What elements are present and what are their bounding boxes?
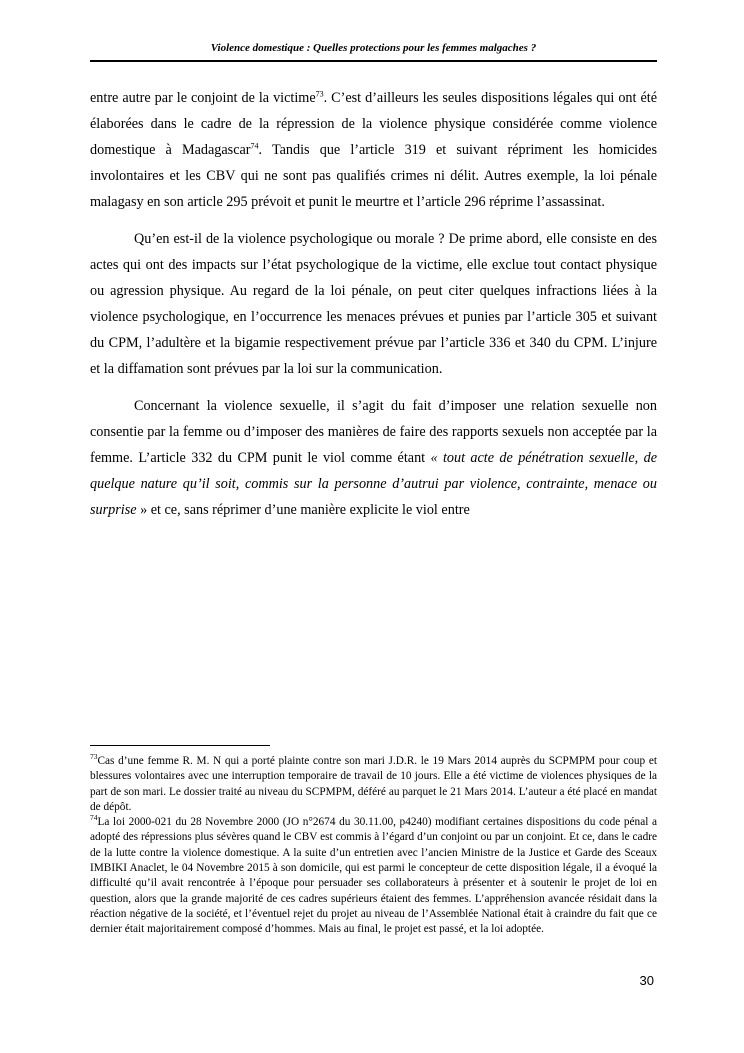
paragraph-2: Qu’en est-il de la violence psychologique ou morale ? De prime abord, elle consiste en des actes qui ont des impacts sur l’état psychologique de la victime, elle exclue tout contact physique ou agression physique. Au regard de la loi pénale, on peut citer quelques infractions liées à la violence psychologique, en l’occurrence les menaces prévues et punies par l’article 305 et suivant du CPM, l’adultère et la bigamie respectivement prévue par l’article 336 et 340 du CPM. L’injure et la diffamation sont prévues par la loi sur la communication. — [90, 231, 657, 377]
paragraph-1 — [90, 85, 657, 215]
paragraph-3 — [90, 393, 657, 523]
paragraph-1-part-a: entre autre par le conjoint de la victime — [90, 90, 316, 106]
running-header: Violence domestique : Quelles protections pour les femmes malgaches ? — [210, 42, 537, 54]
paragraph-3-part-a: Concernant la violence sexuelle, il s’agit du fait d’imposer une relation sexuelle non consentie par la femme ou d’imposer des manières de faire des rapports sexuels non acceptée par la femme. L’article 332 du CPM punit le viol comme étant — [90, 398, 657, 466]
paragraph-3-part-b: » et ce, sans réprimer d’une manière explicite le viol entre — [136, 502, 470, 518]
footnote-73 — [90, 754, 657, 815]
footnote-74 — [90, 815, 657, 937]
paragraph-1-part-c: . Tandis que l’article 319 et suivant répriment les homicides involontaires et les CBV qui ne sont pas qualifiés crimes ni délit. Autres exemple, la loi pénale malagasy en son article 295 prévoit et punit le meurtre et l’article 296 réprime l’assassinat. — [90, 142, 658, 210]
footnote-text: La loi 2000-021 du 28 Novembre 2000 (JO n°2674 du 30.11.00, p4240) modifiant certaines dispositions du code pénal a adopté des répressions plus sévères quand le CBV est commis à l’égard d’un conjoint ou par un conjoint. Et ce, dans le cadre de la lutte contre la violence domestique. A la suite d’un entretien avec l’ancien Ministre de la Justice et Garde des Sceaux IMBIKI Anaclet, le 04 Novembre 2015 à son domicile, qui est parmi le concepteur de cette disposition légale, il a évoqué la difficulté qu’il avait rencontrée à l’époque pour persuader ses collaborateurs à présenter et à soutenir le projet de loi en question, alors que la grande majorité de ces cadres supérieurs étaient des femmes. L’appréhension avancée résidait dans la réaction négative de la société, et l’éventuel rejet du projet au niveau de l’Assemblée National était à craindre du fait que ce dernier était majoritairement composé d’hommes. Mais au final, le projet est passé, et la loi adoptée. — [90, 816, 657, 936]
footnote-separator — [90, 745, 270, 746]
footnote-ref-73[interactable]: 73 — [315, 89, 324, 99]
footnote-number: 74 — [90, 813, 98, 823]
footnote-number: 73 — [90, 752, 98, 762]
header-rule — [90, 60, 657, 62]
legal-quote: « tout acte de pénétration sexuelle, de quelque nature qu’il soit, commis sur la personne d’autrui par violence, contrainte, menace ou surprise — [90, 450, 657, 518]
footnote-text: Cas d’une femme R. M. N qui a porté plainte contre son mari J.D.R. le 19 Mars 2014 auprès du SCPMPM pour coup et blessures volontaires avec une interruption temporaire de travail de 10 jours. Elle a été victime de violences physiques de la part de son mari. Le dossier traité au niveau du SCPMPM, déféré au parquet le 21 Mars 2014. L’auteur a été placé en mandat de dépôt. — [90, 755, 657, 813]
body-text — [90, 85, 657, 534]
paragraph-1-part-b: . C’est d’ailleurs les seules dispositions légales qui ont été élaborées dans le cadre de la répression de la violence physique considérée comme violence domestique à Madagascar — [90, 90, 657, 158]
page-number: 30 — [639, 973, 654, 988]
footnotes — [90, 754, 657, 938]
footnote-ref-74[interactable]: 74 — [250, 141, 259, 151]
